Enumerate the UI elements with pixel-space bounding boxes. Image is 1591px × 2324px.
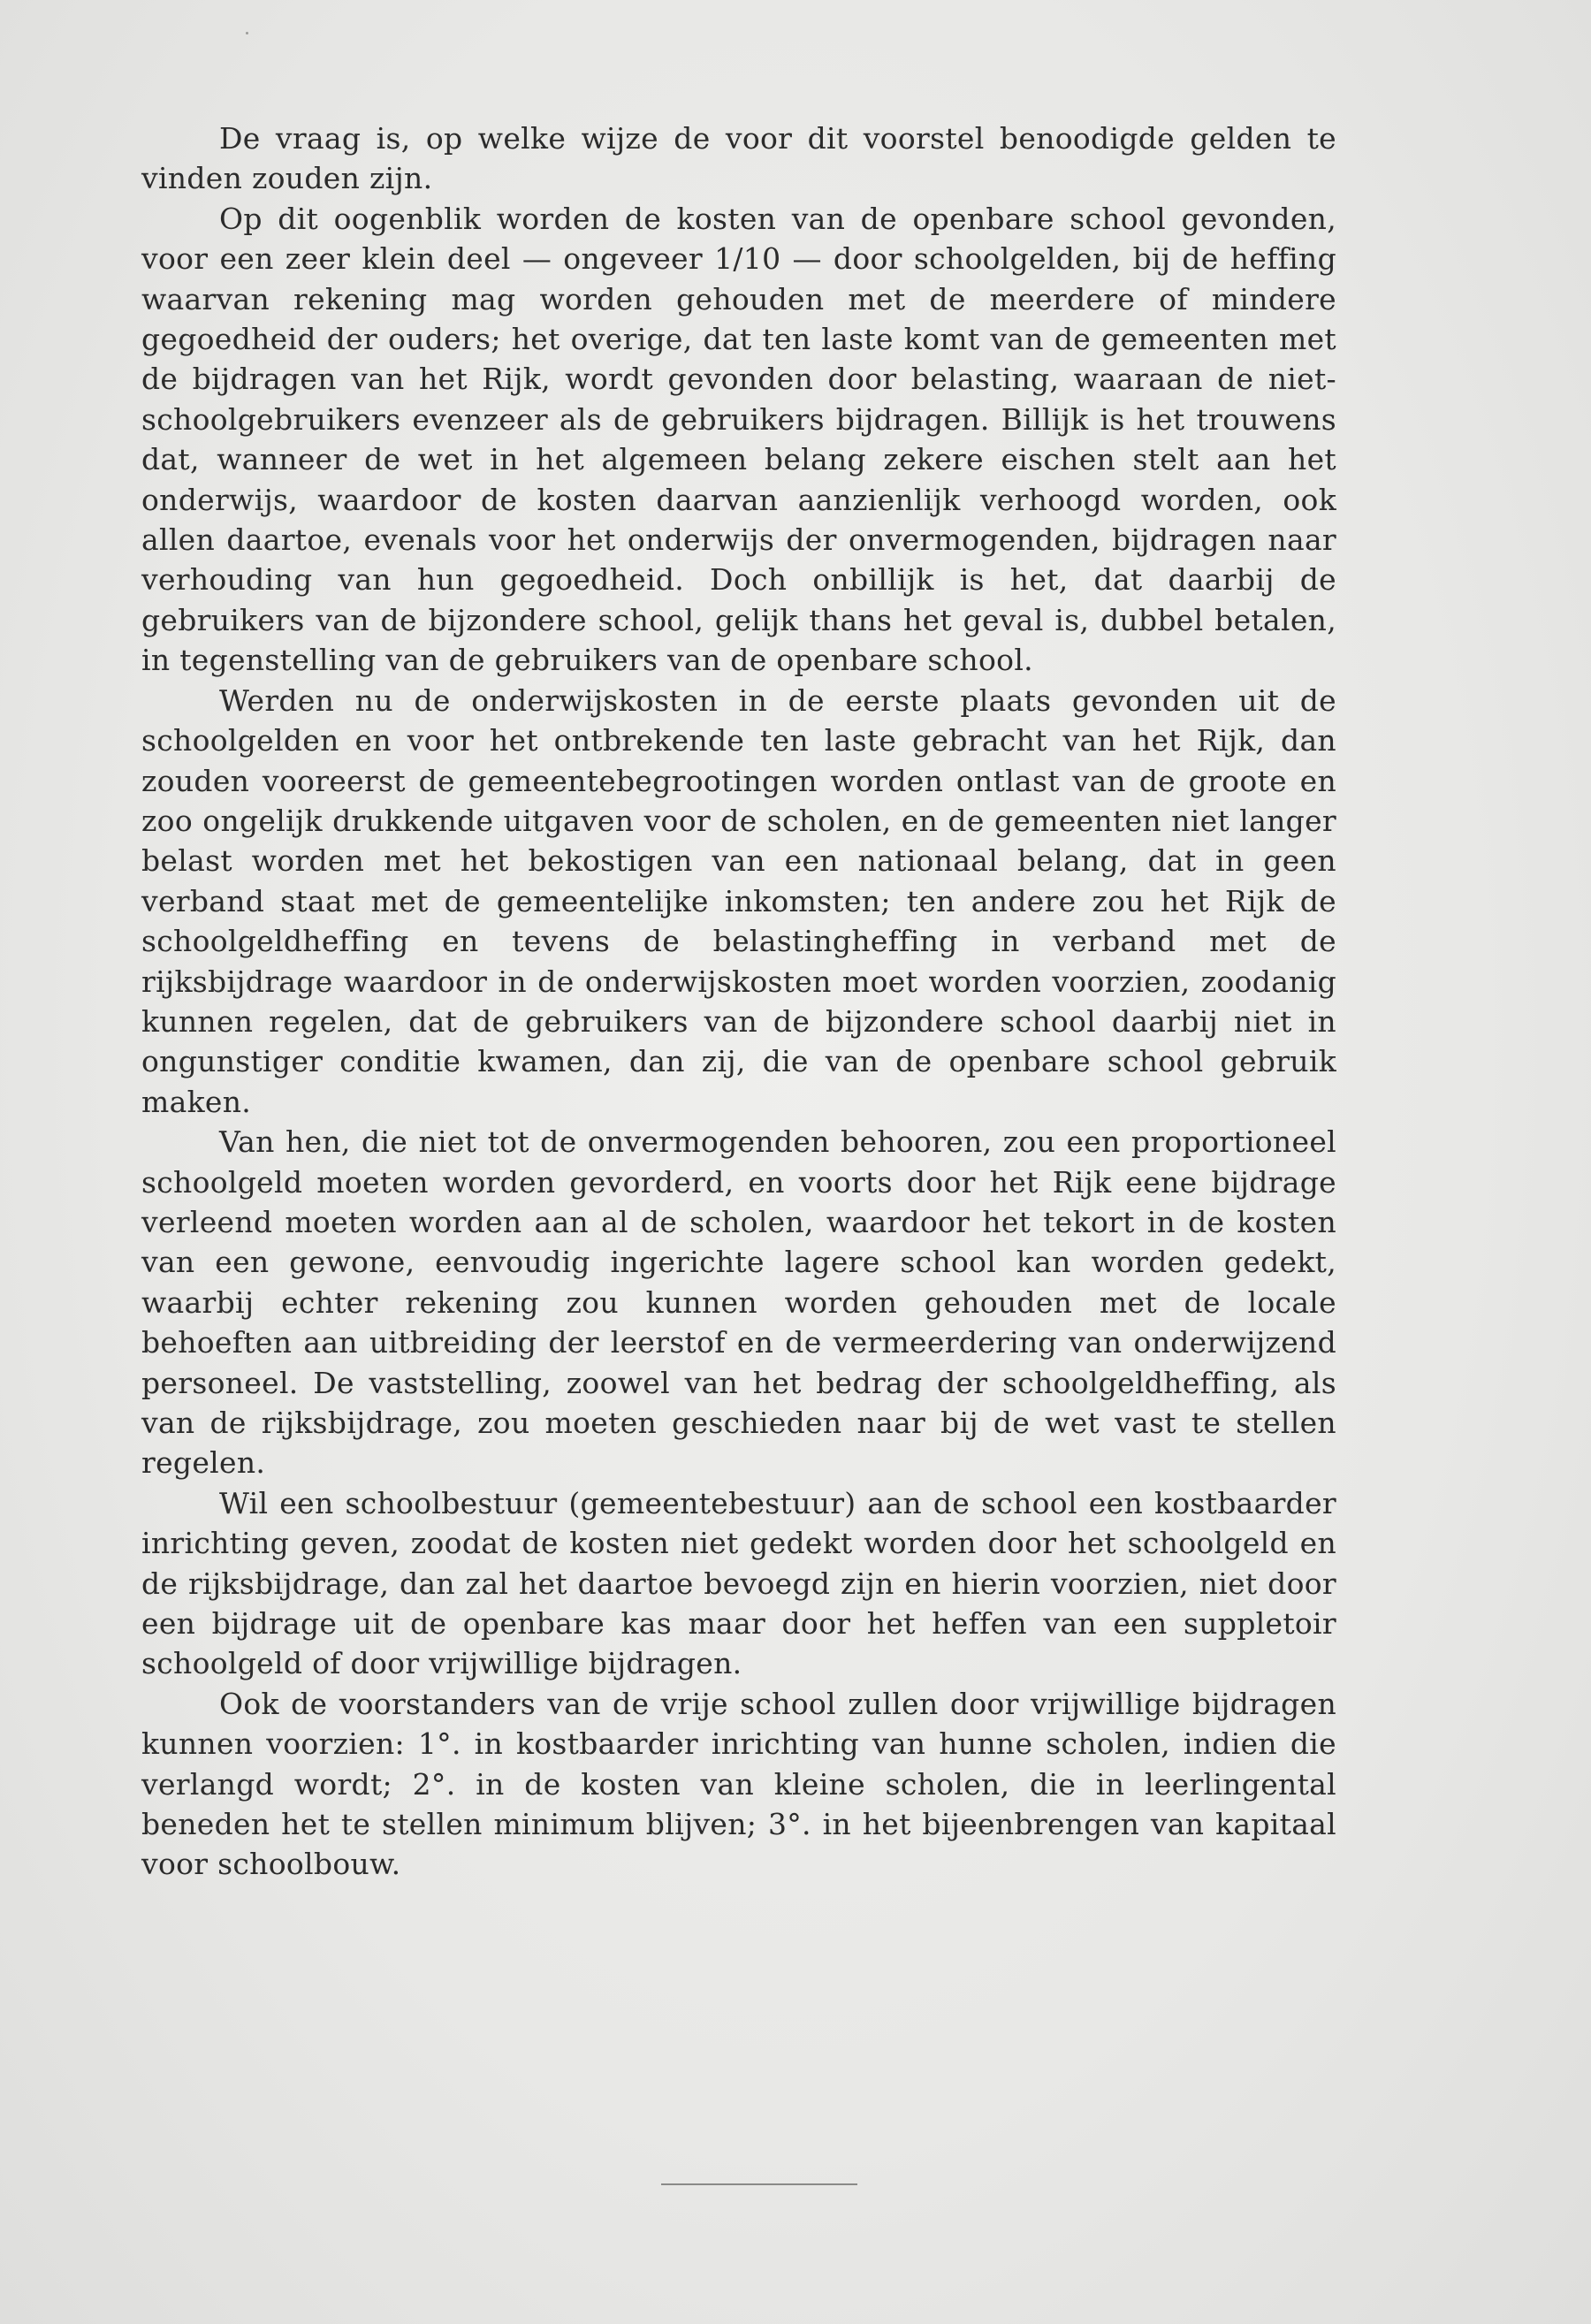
paragraph-3: Werden nu de onderwijskosten in de eerste plaats gevonden uit de schoolgelden en voor het ontbrekende ten laste gebracht van het Rijk, dan zouden vooreerst de gemeentebegrootingen worden ontlast van de groote en zoo ongelijk drukkende uitgaven voor de scholen, en de gemeenten niet langer belast worden met het bekostigen van een nationaal belang, dat in geen verband staat met de gemeentelijke inkomsten; ten andere zou het Rijk de schoolgeldheffing en tevens de belastingheffing in verband met de rijksbijdrage waardoor in de onderwijskosten moet worden voorzien, zoodanig kunnen regelen, dat de gebruikers van de bijzondere school daarbij niet in ongunstiger conditie kwamen, dan zij, die van de openbare school gebruik maken. — [141, 682, 1336, 1119]
paragraph-1: De vraag is, op welke wijze de voor dit voorstel benoodigde gelden te vinden zouden zijn. — [141, 121, 1336, 196]
paper-speck — [246, 32, 248, 34]
end-rule — [661, 2183, 857, 2185]
paragraph-4: Van hen, die niet tot de onvermogenden behooren, zou een proportioneel schoolgeld moeten worden gevorderd, en voorts door het Rijk eene bijdrage verleend moeten worden aan al de scholen, waardoor het tekort in de kosten van een gewone, eenvoudig ingerichte lagere school kan worden gedekt, waarbij echter rekening zou kunnen worden gehouden met de locale behoeften aan uitbreiding der leerstof en de vermeerdering van onderwijzend personeel. De vaststelling, zoowel van het bedrag der schoolgeldheffing, als van de rijksbijdrage, zou moeten geschieden naar bij de wet vast te stellen regelen. — [141, 1124, 1336, 1481]
paragraph-6: Ook de voorstanders van de vrije school zullen door vrijwillige bijdragen kunnen voorzien: 1°. in kostbaarder inrichting van hunne scholen, indien die verlangd wordt; 2°. in de kosten van kleine scholen, die in leerlingental beneden het te stellen minimum blijven; 3°. in het bijeenbrengen van kapitaal voor schoolbouw. — [141, 1686, 1336, 1882]
paragraph-2: Op dit oogenblik worden de kosten van de openbare school gevonden, voor een zeer klein deel — ongeveer 1/10 — door schoolgelden, bij de heffing waarvan rekening mag worden gehouden met de meerdere of mindere gegoedheid der ouders; het overige, dat ten laste komt van de gemeenten met de bijdragen van het Rijk, wordt gevonden door belasting, waaraan de niet-schoolgebruikers evenzeer als de gebruikers bijdragen. Billijk is het trouwens dat, wanneer de wet in het algemeen belang zekere eischen stelt aan het onderwijs, waardoor de kosten daarvan aanzienlijk verhoogd worden, ook allen daartoe, evenals voor het onderwijs der onvermogenden, bijdragen naar verhouding van hun gegoedheid. Doch onbillijk is het, dat daarbij de gebruikers van de bijzondere school, gelijk thans het geval is, dubbel betalen, in tegenstelling van de gebruikers van de openbare school. — [141, 201, 1336, 678]
paragraph-5: Wil een schoolbestuur (gemeentebestuur) aan de school een kostbaarder inrichting geven, zoodat de kosten niet gedekt worden door het schoolgeld en de rijksbijdrage, dan zal het daartoe bevoegd zijn en hierin voorzien, niet door een bijdrage uit de openbare kas maar door het heffen van een suppletoir schoolgeld of door vrijwillige bijdragen. — [141, 1485, 1336, 1681]
body-text — [141, 118, 1336, 1885]
